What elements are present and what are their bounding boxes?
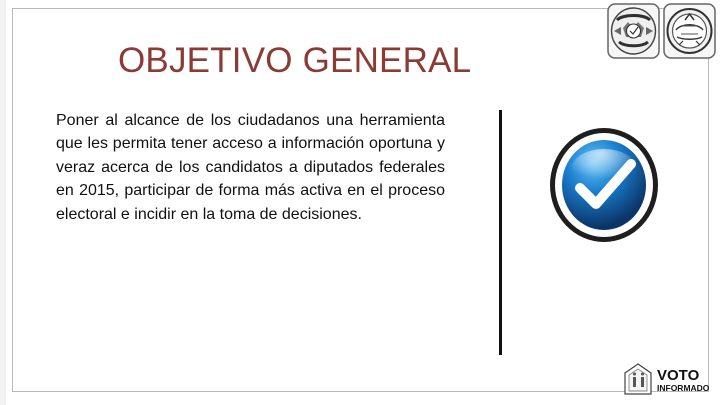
unam-seal-icon: [607, 3, 660, 59]
vertical-divider: [499, 110, 502, 355]
voto-logo-main-text: VOTO: [657, 367, 700, 384]
checkmark-icon: [548, 127, 660, 245]
left-accent-bar: [0, 0, 6, 405]
voto-logo-sub-text: INFORMADO: [657, 383, 710, 393]
voto-informado-icon: [622, 360, 718, 396]
page-title: OBJETIVO GENERAL: [118, 41, 472, 80]
faculty-seal-icon: [663, 3, 716, 59]
voto-informado-logo: [622, 360, 718, 396]
institution-logos: [607, 3, 717, 59]
objective-description: Poner al alcance de los ciudadanos una herramienta que les permita tener acceso a información oportuna y veraz acerca de los candidatos a diputados federales en 2015, participar de forma más activa en el proceso electoral e incidir en la toma de decisiones.: [56, 112, 445, 223]
